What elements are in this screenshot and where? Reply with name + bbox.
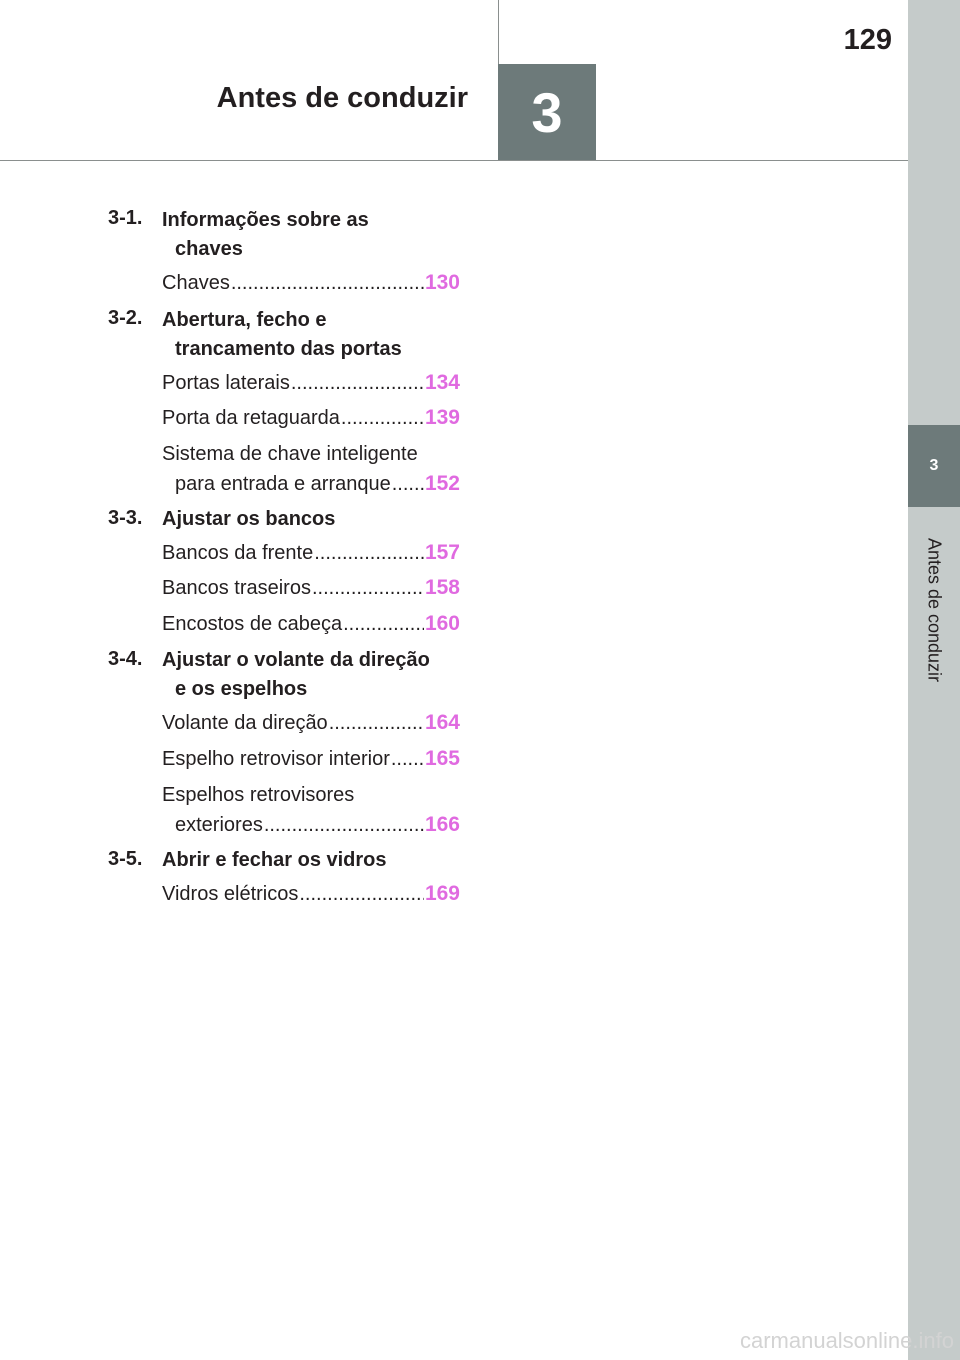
leader-dots: [343, 609, 424, 639]
section-number: 3-2.: [108, 307, 143, 329]
page-link[interactable]: 134: [424, 371, 460, 394]
section-number: 3-3.: [108, 507, 143, 529]
entry-label: Espelho retrovisor interior: [162, 748, 390, 770]
leader-dots: [299, 879, 424, 909]
section-title: [162, 505, 462, 534]
leader-dots: [314, 538, 424, 568]
section-title-line: e os espelhos: [175, 678, 308, 700]
entry-label: Encostos de cabeça: [162, 613, 343, 635]
side-chapter-tab[interactable]: 3: [908, 425, 960, 507]
leader-dots: [329, 708, 424, 738]
toc-entry[interactable]: [162, 744, 460, 774]
section-number: 3-1.: [108, 207, 143, 229]
page-link[interactable]: 164: [424, 711, 460, 734]
entry-label: Bancos da frente: [162, 542, 314, 564]
entry-label: Porta da retaguarda: [162, 407, 340, 429]
section-title-line: Ajustar o volante da direção: [162, 649, 430, 671]
page-link[interactable]: 152: [424, 472, 460, 495]
watermark: carmanualsonline.info: [739, 1328, 954, 1353]
entry-label-line: Espelhos retrovisores: [162, 784, 355, 806]
leader-dots: [264, 810, 424, 840]
section-title: [162, 846, 462, 875]
page-link[interactable]: 160: [424, 612, 460, 635]
leader-dots: [392, 469, 424, 499]
toc-entry[interactable]: [162, 268, 460, 298]
leader-dots: [341, 403, 424, 433]
page-link[interactable]: 169: [424, 882, 460, 905]
section-title: [162, 646, 462, 704]
entry-label: Volante da direção: [162, 712, 328, 734]
section-title-line: trancamento das portas: [175, 338, 402, 360]
entry-label: Chaves: [162, 272, 230, 294]
page-link[interactable]: 158: [424, 576, 460, 599]
leader-dots: [291, 368, 424, 398]
section-title-line: Ajustar os bancos: [162, 508, 336, 530]
page-link[interactable]: 165: [424, 747, 460, 770]
leader-dots: [312, 573, 424, 603]
chapter-title: Antes de conduzir: [216, 82, 468, 114]
toc-entry[interactable]: [162, 780, 460, 840]
toc-entry[interactable]: [162, 538, 460, 568]
toc-entry[interactable]: [162, 368, 460, 398]
toc-entry[interactable]: [162, 573, 460, 603]
toc-entry[interactable]: [162, 879, 460, 909]
leader-dots: [231, 268, 424, 298]
toc-entry[interactable]: [162, 439, 460, 499]
section-title-line: Abertura, fecho e: [162, 309, 327, 331]
entry-label: Vidros elétricos: [162, 883, 299, 905]
toc-entry[interactable]: [162, 403, 460, 433]
section-number: 3-4.: [108, 648, 143, 670]
entry-label-line: exteriores: [175, 814, 263, 836]
entry-label-line: para entrada e arranque: [175, 473, 391, 495]
page-link[interactable]: 166: [424, 813, 460, 836]
page-link[interactable]: 130: [424, 271, 460, 294]
side-chapter-label: Antes de conduzir: [924, 537, 945, 683]
toc-entry[interactable]: [162, 609, 460, 639]
toc-entry[interactable]: [162, 708, 460, 738]
page-link[interactable]: 139: [424, 406, 460, 429]
section-title-line: chaves: [175, 238, 243, 260]
section-title-line: Abrir e fechar os vidros: [162, 849, 387, 871]
page-link[interactable]: 157: [424, 541, 460, 564]
section-title: [162, 306, 462, 364]
page-number: 129: [843, 24, 892, 56]
section-title: [162, 206, 462, 264]
leader-dots: [391, 744, 424, 774]
entry-label-line: Sistema de chave inteligente: [162, 443, 418, 465]
section-title-line: Informações sobre as: [162, 209, 369, 231]
entry-label: Portas laterais: [162, 372, 290, 394]
chapter-number-box: 3: [498, 64, 596, 160]
section-number: 3-5.: [108, 848, 143, 870]
entry-label: Bancos traseiros: [162, 577, 311, 599]
